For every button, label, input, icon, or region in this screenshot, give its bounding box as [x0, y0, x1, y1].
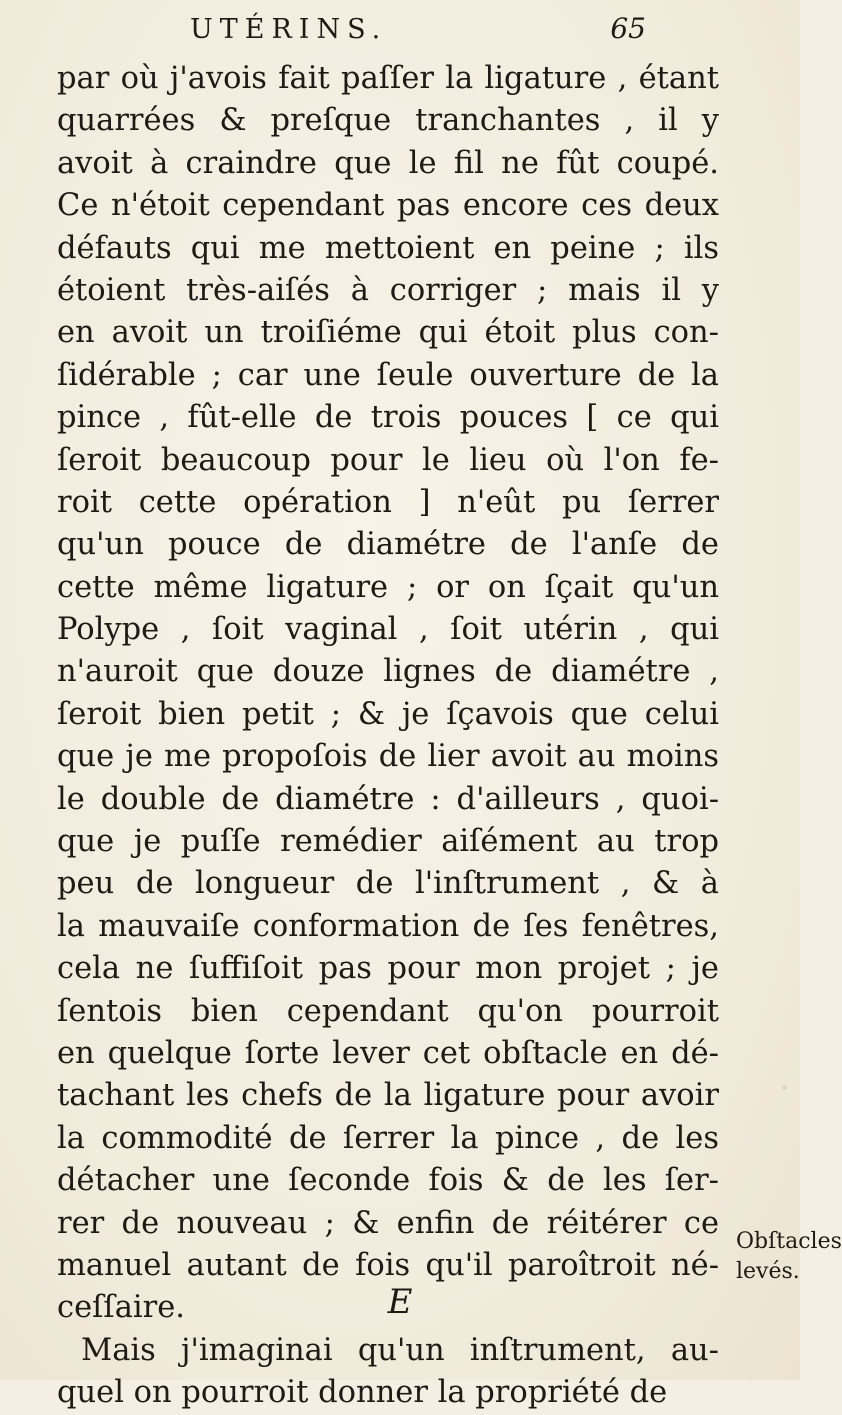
margin-note-line: levés. [736, 1259, 800, 1284]
text-line: étoient très-aiſés à corriger ; mais il y [57, 272, 719, 308]
text-line: roit cette opération ] n'eût pu ſerrer [57, 484, 719, 520]
text-line: la mauvaiſe conformation de ſes fenêtres, [57, 908, 719, 944]
running-head: UTÉRINS. [190, 14, 388, 45]
text-line: le double de diamétre : d'ailleurs , quoi- [57, 781, 719, 817]
text-line: ſentois bien cependant qu'on pourroit [57, 993, 719, 1029]
text-line: quarrées & preſque tranchantes , il y [57, 103, 719, 139]
body-text [57, 58, 719, 1415]
text-line: rer de nouveau ; & enfin de réitérer ce [57, 1205, 719, 1241]
page-header [190, 12, 660, 52]
text-line: que je me propoſois de lier avoit au moins [57, 739, 719, 775]
margin-note-line: Obſtacles [736, 1229, 842, 1254]
text-line: Polype , ſoit vaginal , ſoit utérin , qui [57, 612, 719, 648]
text-line: peu de longueur de l'inſtrument , & à [57, 866, 719, 902]
signature-mark: E [387, 1282, 413, 1322]
text-line: ceſſaire. [57, 1290, 185, 1326]
text-line: cette même ligature ; or on ſçait qu'un [57, 569, 719, 605]
text-line: en quelque ſorte lever cet obſtacle en dé- [57, 1035, 719, 1071]
margin-note [736, 1227, 842, 1287]
text-line: n'auroit que douze lignes de diamétre , [57, 654, 719, 690]
text-line: ſidérable ; car une ſeule ouverture de la [57, 357, 719, 393]
text-line: avoit à craindre que le fil ne fût coupé. [57, 145, 719, 181]
page-number: 65 [610, 12, 646, 45]
text-line: que je puſſe remédier aiſément au trop [57, 824, 719, 860]
text-line: manuel autant de fois qu'il paroîtroit né- [57, 1247, 719, 1283]
text-line: qu'un pouce de diamétre de l'anſe de [57, 527, 719, 563]
text-line: défauts qui me mettoient en peine ; ils [57, 230, 719, 266]
text-line: détacher une ſeconde fois & de les ſer- [57, 1163, 719, 1199]
text-line: par où j'avois fait paſſer la ligature , étant [57, 61, 719, 96]
text-line: Mais j'imaginai qu'un inſtrument, au- [81, 1332, 719, 1368]
text-line: en avoit un troiſiéme qui étoit plus con- [57, 315, 719, 351]
text-line: tachant les chefs de la ligature pour avoir [57, 1078, 719, 1114]
text-line: ſeroit bien petit ; & je ſçavois que celui [57, 696, 719, 732]
paper-speck [782, 1085, 787, 1090]
text-line: la commodité de ſerrer la pince , de les [57, 1120, 719, 1156]
text-line: ſeroit beaucoup pour le lieu où l'on fe- [57, 442, 719, 478]
text-line: pince , fût-elle de trois pouces [ ce qui [57, 400, 719, 436]
text-line: Ce n'étoit cependant pas encore ces deux [57, 188, 719, 224]
text-line: cela ne ſuffiſoit pas pour mon projet ; je [57, 951, 719, 987]
text-line: quel on pourroit donner la propriété de [57, 1375, 668, 1411]
